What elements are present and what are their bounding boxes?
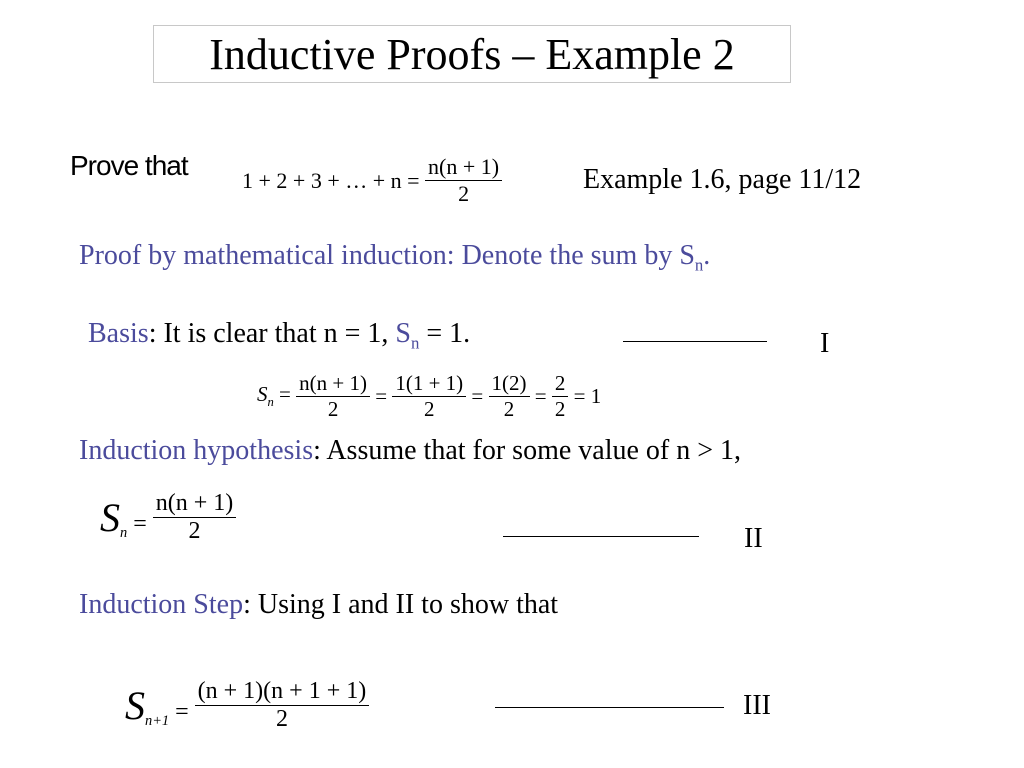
step-marker: III	[743, 690, 771, 721]
hypothesis-rule	[503, 536, 699, 537]
basis-f2-num: 1(1 + 1)	[392, 371, 466, 397]
basis-line	[88, 318, 470, 354]
step-text: : Using I and II to show that	[243, 589, 559, 620]
basis-fraction-1	[296, 371, 370, 422]
basis-equation	[257, 371, 601, 422]
step-eq-s: S	[125, 682, 145, 728]
proof-intro-end: .	[703, 240, 711, 271]
hypothesis-fraction	[153, 490, 237, 545]
hyp-eq-sub: n	[120, 524, 128, 541]
hyp-numerator: n(n + 1)	[153, 490, 237, 518]
basis-rule	[623, 341, 767, 342]
basis-eq-equals: =	[279, 382, 291, 407]
basis-f1-den: 2	[327, 397, 339, 421]
basis-s: S	[395, 318, 411, 349]
proof-intro-text: Proof by mathematical induction: Denote the sum by S	[79, 240, 695, 271]
step-numerator: (n + 1)(n + 1 + 1)	[195, 678, 370, 706]
basis-eq-equals-2: =	[375, 384, 388, 408]
basis-s-sub: n	[411, 333, 420, 353]
basis-marker: I	[820, 328, 830, 359]
hyp-eq-equals: =	[133, 510, 147, 537]
basis-f3-num: 1(2)	[489, 371, 530, 397]
prove-label: Prove that	[70, 150, 188, 181]
step-equation	[125, 678, 369, 733]
step-denominator: 2	[275, 706, 288, 732]
hypothesis-label: Induction hypothesis	[79, 435, 314, 466]
proof-intro	[79, 240, 710, 276]
statement-numerator: n(n + 1)	[425, 154, 502, 181]
basis-fraction-3	[489, 371, 530, 422]
basis-f1-num: n(n + 1)	[296, 371, 370, 397]
basis-f2-den: 2	[424, 397, 435, 421]
basis-eq-equals-3: =	[471, 384, 484, 408]
hypothesis-line	[79, 435, 741, 467]
hypothesis-text: : Assume that for some value of n > 1,	[313, 435, 742, 466]
hyp-denominator: 2	[188, 518, 201, 544]
basis-f3-den: 2	[503, 397, 515, 421]
basis-f4-den: 2	[554, 397, 566, 421]
step-label: Induction Step	[79, 589, 244, 620]
basis-eq-s-wrap	[257, 382, 291, 410]
step-rule	[495, 707, 724, 708]
slide-title-text: Inductive Proofs – Example 2	[209, 29, 735, 79]
example-reference: Example 1.6, page 11/12	[583, 164, 862, 195]
statement-fraction	[425, 154, 502, 207]
step-eq-sub: n+1	[145, 712, 170, 729]
basis-label: Basis	[88, 318, 149, 349]
step-eq-equals: =	[175, 698, 189, 725]
step-line	[79, 589, 558, 621]
basis-text: : It is clear that n = 1,	[148, 318, 396, 349]
statement-denominator: 2	[458, 181, 470, 206]
step-eq-s-wrap	[125, 682, 189, 730]
slide-title	[153, 25, 791, 83]
basis-fraction-4	[552, 371, 569, 422]
step-fraction	[195, 678, 370, 733]
basis-eq-s: S	[257, 382, 268, 407]
basis-result: = 1	[573, 384, 602, 408]
hyp-eq-s: S	[100, 494, 120, 540]
statement-equation	[242, 154, 502, 207]
basis-fraction-2	[392, 371, 466, 422]
proof-intro-sub: n	[694, 255, 704, 275]
basis-f4-num: 2	[552, 371, 569, 397]
hypothesis-equation	[100, 490, 236, 545]
basis-tail: = 1.	[419, 318, 471, 349]
hyp-eq-s-wrap	[100, 494, 147, 542]
basis-eq-sub: n	[267, 395, 274, 410]
statement-lhs: 1 + 2 + 3 + … + n =	[242, 167, 420, 193]
hypothesis-marker: II	[744, 523, 763, 554]
basis-eq-equals-4: =	[534, 384, 547, 408]
